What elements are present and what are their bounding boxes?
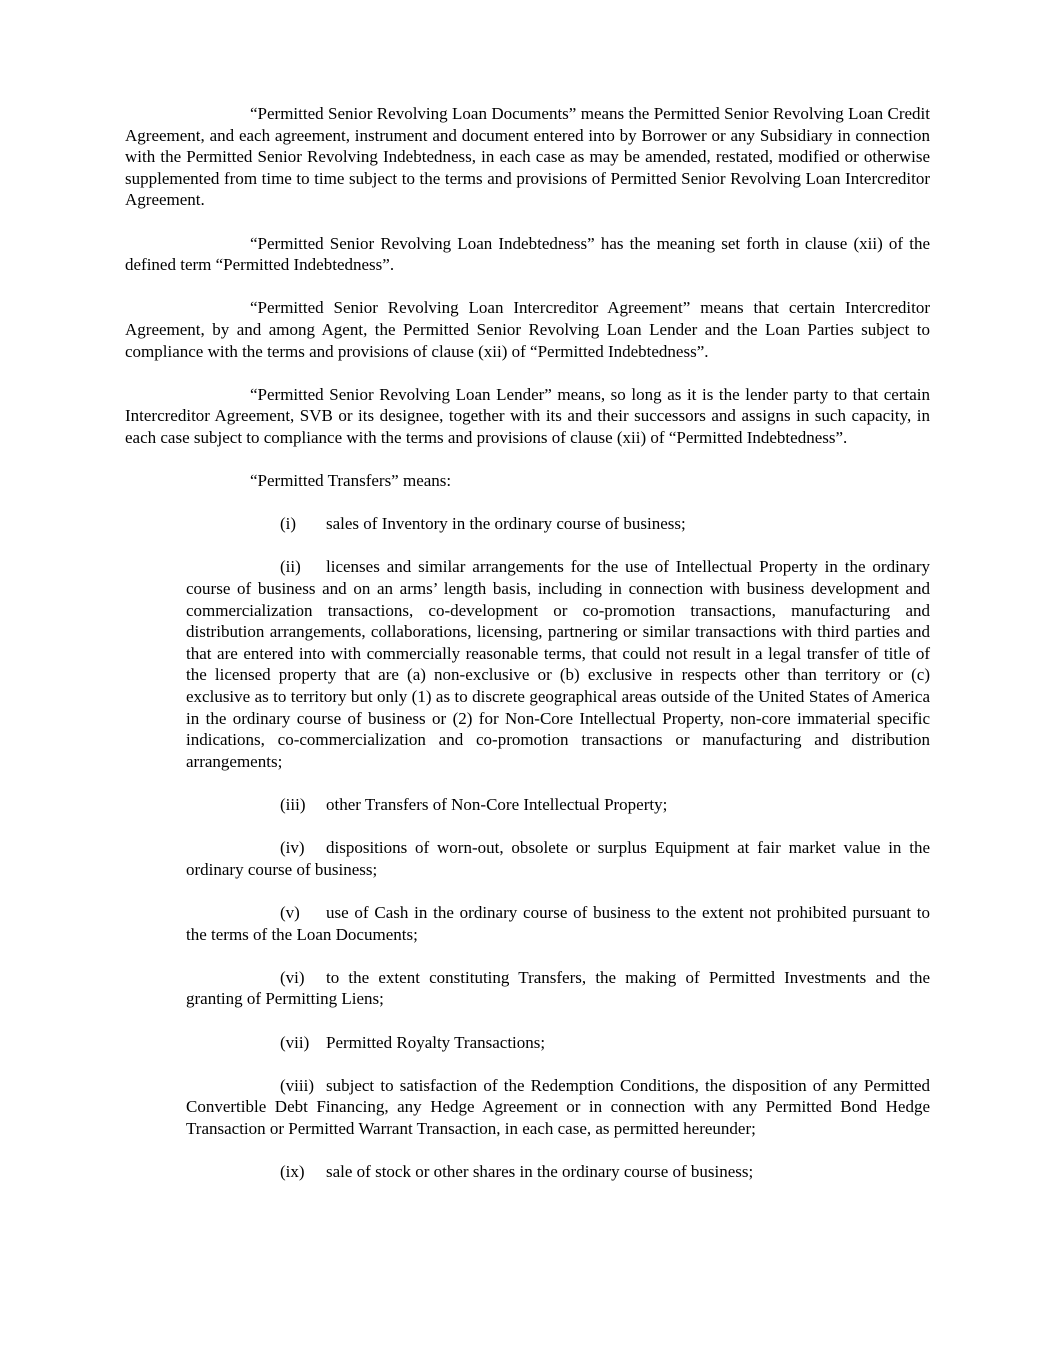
list-item — [186, 902, 930, 945]
list-item-text: dispositions of worn-out, obsolete or surplus Equipment at fair market value in the ordinary course of business; — [186, 838, 930, 879]
list-item — [186, 794, 930, 816]
list-item-text: Permitted Royalty Transactions; — [326, 1032, 546, 1052]
list-item — [186, 1075, 930, 1140]
list-marker: (vi) — [280, 967, 305, 987]
list-item — [186, 1032, 930, 1054]
list-item-text: subject to satisfaction of the Redemption Conditions, the disposition of any Permitted Convertible Debt Financing, any Hedge Agreement or in connection with any Permitted Bond Hedge Transaction or Permitted Warrant Transaction, in each case, as permitted hereunder; — [186, 1075, 930, 1138]
list-item — [186, 513, 930, 535]
list-marker: (ix) — [280, 1162, 305, 1182]
definition-lead-paragraph-permitted-transfers: “Permitted Transfers” means: — [250, 471, 452, 491]
list-item-text: use of Cash in the ordinary course of business to the extent not prohibited pursuant to the terms of the Loan Documents; — [186, 902, 930, 944]
list-item-text: sale of stock or other shares in the ordinary course of business; — [326, 1162, 754, 1182]
list-item-text: to the extent constituting Transfers, the making of Permitted Investments and the granting of Permitting Liens; — [186, 967, 930, 1009]
list-marker: (iv) — [280, 838, 305, 858]
list-item — [186, 837, 930, 880]
list-marker: (v) — [280, 902, 300, 922]
definition-paragraph-permitted-senior-revolving-loan-intercreditor-agreement: “Permitted Senior Revolving Loan Intercreditor Agreement” means that certain Intercreditor Agreement, by and among Agent, the Permitted Senior Revolving Loan Lender and the Loan Parties subject to compliance with the terms and provisions of clause (xii) of “Permitted Indebtedness”. — [125, 298, 930, 361]
list-item — [186, 556, 930, 772]
definition-paragraph-permitted-senior-revolving-loan-lender: “Permitted Senior Revolving Loan Lender” means, so long as it is the lender party to that certain Intercreditor Agreement, SVB or its designee, together with its and their successors and assigns in such capacity, in each case subject to compliance with the terms and provisions of clause (xii) of “Permitted Indebtedness”. — [125, 384, 930, 447]
list-item — [186, 967, 930, 1010]
definition-paragraph-permitted-senior-revolving-loan-documents: “Permitted Senior Revolving Loan Documents” means the Permitted Senior Revolving Loan Credit Agreement, and each agreement, instrument and document entered into by Borrower or any Subsidiary in connection with the Permitted Senior Revolving Indebtedness, in each case as may be amended, restated, modified or otherwise supplemented from time to time subject to the terms and provisions of Permitted Senior Revolving Loan Intercreditor Agreement. — [125, 104, 930, 210]
list-marker: (viii) — [280, 1075, 314, 1095]
list-marker: (i) — [280, 514, 297, 534]
list-marker: (ii) — [280, 557, 301, 577]
definition-paragraph-permitted-senior-revolving-loan-indebtedness: “Permitted Senior Revolving Loan Indebtedness” has the meaning set forth in clause (xii) of the defined term “Permitted Indebtedness”. — [125, 233, 930, 275]
list-item-text: licenses and similar arrangements for the use of Intellectual Property in the ordinary course of business and on an arms’ length basis, including in connection with business development and commercialization transactions, co-development or co-promotion transactions, manufacturing and distribution arrangements, collaborations, licensing, partnering or similar transactions with third parties and that are entered into with commercially reasonable terms, that could not result in a legal transfer of title of the licensed property that are (a) non-exclusive or (b) exclusive in respects other than territory or (c) exclusive as to territory but only (1) as to discrete geographical areas outside of the United States of America in the ordinary course of business or (2) for Non-Core Intellectual Property, non-core immaterial specific indications, co-commercialization and co-promotion transactions or manufacturing and distribution arrangements; — [186, 557, 930, 771]
list-item — [186, 1161, 930, 1183]
list-marker: (vii) — [280, 1032, 310, 1052]
list-marker: (iii) — [280, 795, 306, 814]
list-item-text: other Transfers of Non-Core Intellectual Property; — [326, 795, 668, 814]
list-item-text: sales of Inventory in the ordinary course of business; — [326, 514, 686, 534]
